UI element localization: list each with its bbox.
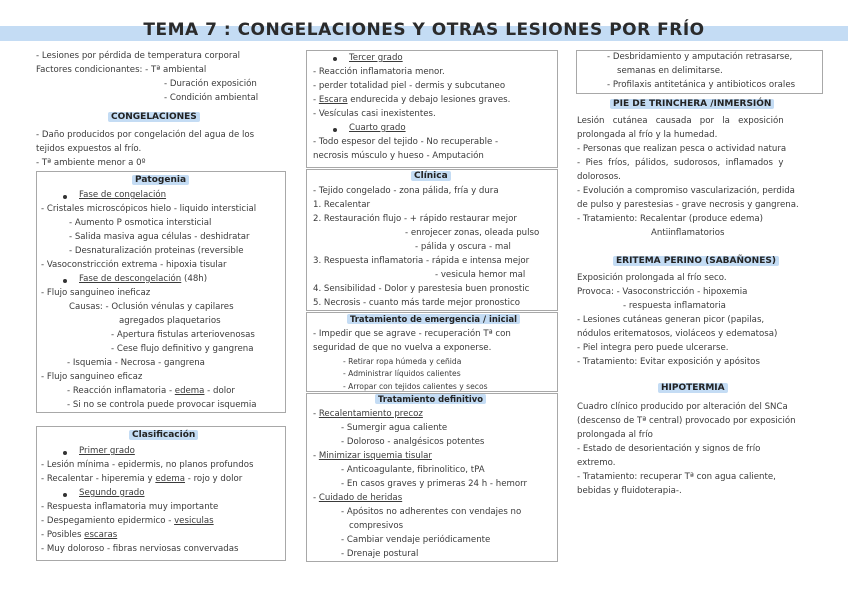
eritema-heading: ERITEMA PERINO (SABAÑONES) (613, 256, 779, 266)
def-section: - Cuidado de heridas (313, 493, 403, 503)
fase2-edema-line: - Reacción inflamatoria - edema - dolor (67, 386, 235, 396)
fase2-line: - Isquemia - Necrosa - gangrena (67, 358, 205, 368)
fase2-line: Causas: - Oclusión vénulas y capilares (69, 302, 234, 312)
clinica-line: 5. Necrosis - cuanto más tarde mejor pronostico (313, 298, 521, 308)
emergencia-line: - Arropar con tejidos calientes y secos (343, 382, 488, 391)
clinica-line: - Tejido congelado - zona pálida, fría y dura (313, 186, 499, 196)
col3-line: semanas en delimitarse. (617, 66, 723, 76)
trinchera-block (577, 115, 799, 240)
trinchera-line: dolorosos. (577, 172, 621, 182)
fase2-line: agregados plaquetarios (119, 316, 221, 326)
cuarto-line: - Todo espesor del tejido - No recuperable - (313, 137, 499, 147)
clinica-line: - pálida y oscura - mal (415, 242, 511, 252)
grado4-title: Cuarto grado (349, 123, 406, 133)
fase1-line: - Vasoconstricción extrema - hipoxia tisular (41, 260, 227, 270)
intro-line: - Condición ambiental (164, 93, 259, 103)
fase2-extra: (48h) (181, 274, 208, 284)
hipotermia-block (577, 401, 796, 501)
trinchera-line: prolongada al frío y la humedad. (577, 130, 718, 140)
fase2-line: - Flujo sanguineo ineficaz (41, 288, 151, 298)
tercer-line: - Vesículas casi inexistentes. (313, 109, 436, 119)
grado4-row (349, 122, 406, 135)
trinchera-line: de pulso y parestesias - grave necrosis y gangrena. (577, 200, 799, 210)
cuarto-line: necrosis músculo y hueso - Amputación (313, 151, 484, 161)
definitivo-block (313, 408, 528, 571)
hipotermia-heading: HIPOTERMIA (658, 383, 728, 393)
hipotermia-line: bebidas y fluidoterapia-. (577, 486, 682, 496)
clasif-line: - Respuesta inflamatoria muy importante (41, 502, 219, 512)
emergencia-box (306, 312, 558, 392)
trinchera-heading: PIE DE TRINCHERA /INMERSIÓN (610, 99, 774, 109)
clasificacion-box (36, 426, 286, 561)
fase1-line: - Aumento P osmotica intersticial (69, 218, 212, 228)
clinica-line: 2. Restauración flujo - + rápido restaurar mejor (313, 214, 517, 224)
hipotermia-line: - Estado de desorientación y signos de frío (577, 444, 761, 454)
patogenia-heading: Patogenia (132, 175, 189, 185)
clasif-line: - Recalentar - hiperemia y edema - rojo y dolor (41, 474, 243, 484)
def-line: - Drenaje postural (341, 549, 419, 559)
def-line: - En casos graves y primeras 24 h - hemorr (341, 479, 528, 489)
clasif-line: - Muy doloroso - fibras nerviosas convervadas (41, 544, 239, 554)
trinchera-line: - Pies fríos, pálidos, sudorosos, inflamados y (577, 158, 784, 168)
grado3-title: Tercer grado (349, 53, 403, 63)
clasif-line: - Lesión mínima - epidermis, no planos profundos (41, 460, 254, 470)
congelaciones-line: - Tª ambiente menor a 0º (36, 158, 146, 168)
hipotermia-line: - Tratamiento: recuperar Tª con agua caliente, (577, 472, 776, 482)
trinchera-line: Lesión cutánea causada por la exposición (577, 116, 784, 126)
tercer-line: - Escara endurecida y debajo lesiones graves. (313, 95, 511, 105)
patogenia-box (36, 171, 286, 413)
clinica-line: - vesicula hemor mal (435, 270, 526, 280)
fase2-line: - Apertura fistulas arteriovenosas (111, 330, 255, 340)
definitivo-heading: Tratamiento definitivo (375, 394, 486, 404)
col3-line: - Desbridamiento y amputación retrasarse, (607, 52, 793, 62)
clinica-line: 3. Respuesta inflamatoria - rápida e intensa mejor (313, 256, 530, 266)
bullet (63, 451, 67, 455)
hipotermia-line: Cuadro clínico producido por alteración del SNCa (577, 402, 788, 412)
eritema-line: Provoca: - Vasoconstricción - hipoxemia (577, 287, 748, 297)
trinchera-line: - Personas que realizan pesca o actividad natura (577, 144, 787, 154)
def-section: - Minimizar isquemia tisular (313, 451, 432, 461)
fase2-line: - Cese flujo definitivo y gangrena (111, 344, 254, 354)
hipotermia-line: extremo. (577, 458, 616, 468)
grado1-row (79, 445, 135, 458)
clinica-line: 1. Recalentar (313, 200, 371, 210)
bullet (63, 195, 67, 199)
grado2-title: Segundo grado (79, 488, 145, 498)
eritema-block (577, 272, 778, 372)
emergencia-line: - Impedir que se agrave - recuperación Tª con (313, 329, 511, 339)
page-title: TEMA 7 : CONGELACIONES Y OTRAS LESIONES POR FRÍO (143, 20, 705, 40)
emergencia-line: - Retirar ropa húmeda y ceñida (343, 357, 462, 366)
fase2-line: - Si no se controla puede provocar isquemia (67, 400, 257, 410)
eritema-line: - Tratamiento: Evitar exposición y apósitos (577, 357, 760, 367)
hipotermia-line: prolongada al frío (577, 430, 653, 440)
clasificacion-block-2 (41, 501, 239, 576)
emergencia-line: - Administrar líquidos calientes (343, 369, 461, 378)
intro-line: Factores condicionantes: - Tª ambiental (36, 65, 207, 75)
eritema-line: - respuesta inflamatoria (623, 301, 726, 311)
hipotermia-line: (descenso de Tª central) provocado por exposición (577, 416, 796, 426)
def-line: - Anticoagulante, fibrinolitico, tPA (341, 465, 485, 475)
intro-line: - Duración exposición (164, 79, 257, 89)
bullet (63, 279, 67, 283)
def-line: - Doloroso - analgésicos potentes (341, 437, 485, 447)
definitivo-box (306, 393, 558, 562)
fase1-title: Fase de congelación (79, 190, 167, 200)
edema-word: edema (174, 386, 205, 396)
eritema-line: Exposición prolongada al frío seco. (577, 273, 727, 283)
congelaciones-line: tejidos expuestos al frío. (36, 144, 142, 154)
trinchera-line: - Tratamiento: Recalentar (produce edema) (577, 214, 763, 224)
eritema-line: - Lesiones cutáneas generan picor (papilas, (577, 315, 765, 325)
clasif-line: - Despegamiento epidermico - vesiculas (41, 516, 214, 526)
col3-top-box (576, 50, 823, 94)
grado2-row (79, 487, 145, 500)
fase1-row (79, 189, 166, 202)
clasif-line: - Posibles escaras (41, 530, 118, 540)
eritema-line: - Piel integra pero puede ulcerarse. (577, 343, 729, 353)
fase2-title: Fase de descongelación (79, 274, 182, 284)
grado3-row (349, 52, 403, 65)
clinica-line: - enrojecer zonas, oleada pulso (405, 228, 540, 238)
emergencia-line: seguridad de que no vuelva a exponerse. (313, 343, 492, 353)
bullet (333, 128, 337, 132)
congelaciones-line: - Daño producidos por congelación del agua de los (36, 130, 255, 140)
emergencia-heading: Tratamiento de emergencia / inicial (347, 314, 520, 324)
def-line: compresivos (349, 521, 404, 531)
trinchera-line: - Evolución a compromiso vascularización, perdida (577, 186, 795, 196)
clasificacion-heading: Clasificación (129, 430, 198, 440)
fase2-row (79, 273, 207, 286)
clinica-box (306, 169, 558, 311)
fase2-line: - Flujo sanguineo eficaz (41, 372, 143, 382)
fase1-line: - Desnaturalización proteinas (reversible (69, 246, 244, 256)
trinchera-line: Antiinflamatorios (651, 228, 725, 238)
tercer-line: - perder totalidad piel - dermis y subcutaneo (313, 81, 506, 91)
fase2-block (41, 287, 257, 425)
intro-line: - Lesiones por pérdida de temperatura corporal (36, 51, 241, 61)
congelaciones-heading: CONGELACIONES (108, 112, 200, 122)
eritema-line: nódulos eritematosos, violáceos y edematosa) (577, 329, 778, 339)
fase1-line: - Cristales microscópicos hielo - liquido intersticial (41, 204, 257, 214)
def-line: - Apósitos no adherentes con vendajes no (341, 507, 522, 517)
grado1-title: Primer grado (79, 446, 135, 456)
clinica-heading: Clínica (411, 171, 451, 181)
clinica-line: 4. Sensibilidad - Dolor y parestesia buen pronostic (313, 284, 530, 294)
tercer-line: - Reacción inflamatoria menor. (313, 67, 445, 77)
tercer-cuarto-box (306, 50, 558, 168)
intro-block (36, 50, 259, 113)
def-line: - Sumergir agua caliente (341, 423, 448, 433)
def-line: - Cambiar vendaje periódicamente (341, 535, 491, 545)
def-section: - Recalentamiento precoz (313, 409, 423, 419)
col3-line: - Profilaxis antitetánica y antibioticos orales (607, 80, 796, 90)
fase1-line: - Salida masiva agua células - deshidratar (69, 232, 250, 242)
bullet (333, 57, 337, 61)
bullet (63, 493, 67, 497)
